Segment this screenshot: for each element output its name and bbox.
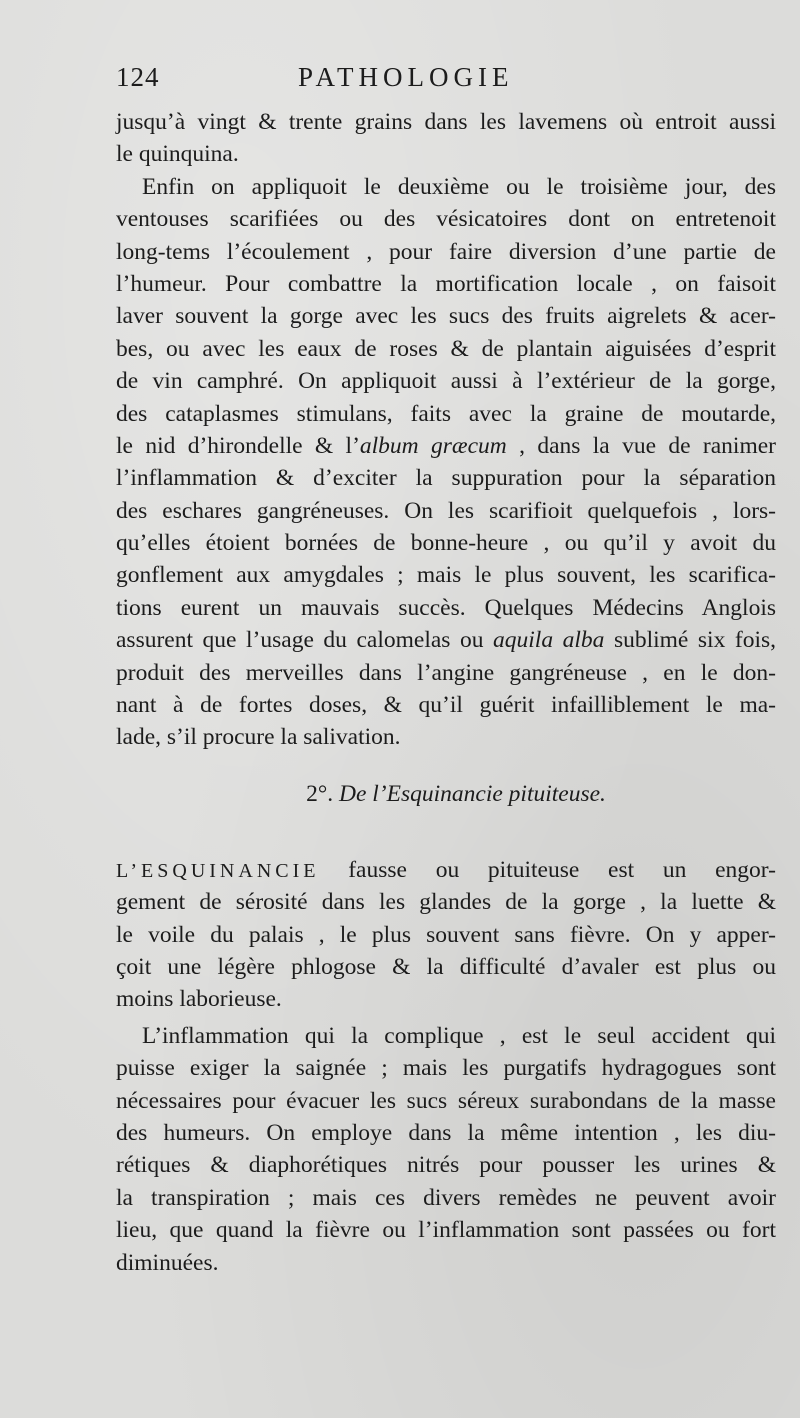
- running-head: [116, 62, 796, 102]
- text-line: Enfin on appliquoit le deuxième ou le troisième jour, des: [142, 173, 776, 200]
- text-line: des cataplasmes stimulans, faits avec la graine de moutarde,: [116, 400, 776, 427]
- text-line: le voile du palais , le plus souvent sans fièvre. On y apper-: [116, 921, 776, 948]
- text-line: jusqu’à vingt & trente grains dans les lavemens où entroit aussi: [116, 109, 776, 135]
- section-title: De l’Esquinancie pituiteuse.: [338, 780, 606, 807]
- text-line: puisse exiger la saignée ; mais les purgatifs hydragogues sont: [116, 1055, 776, 1082]
- text-line: des eschares gangréneuses. On les scarifioit quelquefois , lors-: [116, 497, 776, 524]
- text-line: rétiques & diaphorétiques nitrés pour pousser les urines &: [116, 1152, 776, 1179]
- text-run: sublimé six fois,: [604, 627, 776, 654]
- text-run: assurent que l’usage du calomelas ou: [116, 627, 494, 654]
- text-line: diminuées.: [116, 1249, 219, 1276]
- text-line: long-tems l’écoulement , pour faire diversion d’une partie de: [116, 238, 776, 265]
- text-line: tions eurent un mauvais succès. Quelques Médecins Anglois: [116, 594, 776, 621]
- text-line: lieu, que quand la fièvre ou l’inflammation sont passées ou fort: [116, 1217, 776, 1244]
- text-line-mixed: [116, 624, 776, 656]
- text-line: lade, s’il procure la salivation.: [116, 724, 401, 751]
- text-line: bes, ou avec les eaux de roses & de plantain aiguisées d’esprit: [116, 335, 776, 362]
- text-line: qu’elles étoient bornées de bonne-heure , ou qu’il y avoit du: [116, 530, 776, 557]
- text-line-mixed: [116, 430, 776, 462]
- text-line: de vin camphré. On appliquoit aussi à l’extérieur de la gorge,: [116, 368, 776, 395]
- latin-term: album græcum: [359, 432, 507, 459]
- text-line: L’inflammation qui la complique , est le seul accident qui: [142, 1022, 776, 1049]
- text-run: le nid d’hirondelle & l’: [116, 432, 360, 459]
- text-line: l’humeur. Pour combattre la mortification locale , on faisoit: [116, 270, 776, 297]
- section-heading: [116, 778, 776, 810]
- text-line: gonflement aux amygdales ; mais le plus souvent, les scarifica-: [116, 562, 776, 589]
- text-line: des humeurs. On employe dans la même intention , les diu-: [116, 1119, 776, 1146]
- paragraph-definition: [116, 854, 776, 1016]
- text-line: ventouses scarifiées ou des vésicatoires dont on entretenoit: [116, 206, 776, 233]
- lead-word: L’ESQUINANCIE: [116, 859, 320, 882]
- section-number: 2°.: [306, 780, 334, 807]
- text-line: produit des merveilles dans l’angine gangréneuse , en le don-: [116, 659, 776, 686]
- paragraph-treatment: [116, 171, 776, 754]
- text-line: le quinquina.: [116, 141, 239, 168]
- text-run: , dans la vue de ranimer: [506, 432, 776, 459]
- body-text: [116, 106, 776, 1279]
- text-run: fausse ou pituiteuse est un engor-: [319, 856, 776, 883]
- page-number: 124: [116, 62, 160, 92]
- text-line: çoit une légère phlogose & la difficulté d’avaler est plus ou: [116, 953, 776, 980]
- text-line: nécessaires pour évacuer les sucs séreux surabondans de la masse: [116, 1087, 776, 1114]
- text-line: laver souvent la gorge avec les sucs des fruits aigrelets & acer-: [116, 303, 776, 330]
- text-line: l’inflammation & d’exciter la suppuration pour la séparation: [116, 465, 776, 492]
- running-title: PATHOLOGIE: [298, 62, 514, 92]
- text-line-mixed: [116, 854, 776, 886]
- text-line: gement de sérosité dans les glandes de la gorge , la luette &: [116, 889, 776, 916]
- paragraph-continuation: [116, 106, 776, 171]
- text-line: nant à de fortes doses, & qu’il guérit infailliblement le ma-: [116, 692, 776, 719]
- paragraph-remedies: [116, 1020, 776, 1279]
- text-line: la transpiration ; mais ces divers remèdes ne peuvent avoir: [116, 1184, 776, 1211]
- text-line: moins laborieuse.: [116, 986, 282, 1013]
- latin-term: aquila alba: [493, 627, 605, 654]
